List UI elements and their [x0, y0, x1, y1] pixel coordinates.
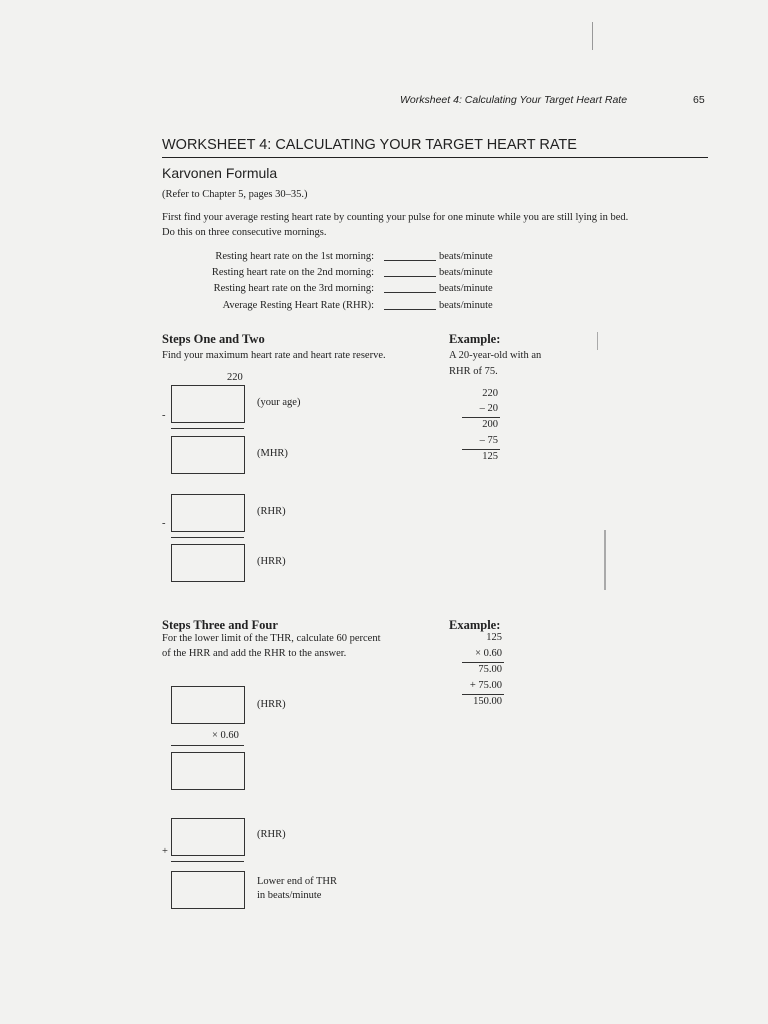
calc-value: 75.00: [478, 664, 502, 675]
steps-three-four-heading: Steps Three and Four: [162, 618, 278, 632]
rhr-row-unit: beats/minute: [439, 300, 493, 311]
minus-sign: -: [162, 518, 166, 529]
steps-one-two-description: Find your maximum heart rate and heart rate reserve.: [162, 350, 386, 361]
scan-artifact-mark: [592, 22, 593, 50]
intro-text-line2: Do this on three consecutive mornings.: [162, 227, 327, 238]
multiplier-text: × 0.60: [212, 730, 239, 741]
example-text-line1: A 20-year-old with an: [449, 350, 542, 361]
calc-rule: [462, 662, 504, 663]
page-title: WORKSHEET 4: CALCULATING YOUR TARGET HEART RATE: [162, 137, 577, 153]
rhr-row-unit: beats/minute: [439, 267, 493, 278]
age-input-box[interactable]: [171, 385, 245, 423]
steps-one-two-heading: Steps One and Two: [162, 332, 265, 346]
calc-rule: [462, 417, 500, 418]
rhr-row-label: Resting heart rate on the 3rd morning:: [213, 283, 374, 294]
mhr-result-box[interactable]: [171, 436, 245, 474]
rhr-row-label: Resting heart rate on the 2nd morning:: [211, 267, 374, 278]
scan-artifact-mark: [604, 530, 606, 590]
calc-value: × 0.60: [475, 648, 502, 659]
calc-value: 150.00: [473, 696, 502, 707]
rhr-row-unit: beats/minute: [439, 283, 493, 294]
lower-thr-label-line1: Lower end of THR: [257, 876, 337, 887]
hrr-input-box[interactable]: [171, 686, 245, 724]
your-age-label: (your age): [257, 397, 301, 408]
multiply-rule: [171, 745, 244, 746]
rhr-blank-field[interactable]: [384, 300, 436, 310]
rhr-label: (RHR): [257, 829, 286, 840]
page-number: 65: [693, 94, 705, 106]
subtract-rule: [171, 428, 244, 429]
add-rule: [171, 861, 244, 862]
example-heading: Example:: [449, 618, 501, 632]
calc-value: 125: [486, 632, 502, 643]
scan-artifact-mark: [597, 332, 598, 350]
example-heading: Example:: [449, 332, 501, 346]
calc-rule: [462, 449, 500, 450]
calc-value: 220: [482, 388, 498, 399]
calc-value: + 75.00: [469, 680, 502, 691]
section-subtitle: Karvonen Formula: [162, 165, 278, 181]
running-header: Worksheet 4: Calculating Your Target Heart Rate: [400, 94, 628, 106]
rhr-blank-field[interactable]: [384, 251, 436, 261]
number-220: 220: [227, 372, 243, 383]
example-text-line2: RHR of 75.: [449, 366, 498, 377]
steps-three-four-description-line2: of the HRR and add the RHR to the answer.: [162, 648, 347, 659]
rhr-row-label: Average Resting Heart Rate (RHR):: [222, 300, 374, 311]
hrr-result-box[interactable]: [171, 544, 245, 582]
rhr-row-unit: beats/minute: [439, 251, 493, 262]
calc-value: – 75: [479, 435, 498, 446]
rhr-label: (RHR): [257, 506, 286, 517]
rhr-input-box[interactable]: [171, 494, 245, 532]
minus-sign: -: [162, 410, 166, 421]
calc-value: 200: [482, 419, 498, 430]
lower-thr-label-line2: in beats/minute: [257, 890, 322, 901]
chapter-reference: (Refer to Chapter 5, pages 30–35.): [162, 189, 308, 200]
calc-value: – 20: [479, 403, 498, 414]
subtract-rule: [171, 537, 244, 538]
rhr-blank-field[interactable]: [384, 283, 436, 293]
product-result-box[interactable]: [171, 752, 245, 790]
mhr-label: (MHR): [257, 448, 288, 459]
hrr-label: (HRR): [257, 556, 286, 567]
intro-text-line1: First find your average resting heart rate by counting your pulse for one minute while you are still lying in bed.: [162, 212, 629, 223]
steps-three-four-description-line1: For the lower limit of the THR, calculate 60 percent: [162, 633, 381, 644]
rhr-blank-field[interactable]: [384, 267, 436, 277]
rhr-add-box[interactable]: [171, 818, 245, 856]
calc-value: 125: [482, 451, 498, 462]
lower-thr-result-box[interactable]: [171, 871, 245, 909]
hrr-label: (HRR): [257, 699, 286, 710]
plus-sign: +: [162, 846, 168, 857]
calc-rule: [462, 694, 504, 695]
rhr-row-label: Resting heart rate on the 1st morning:: [215, 251, 374, 262]
title-rule: [162, 157, 708, 158]
